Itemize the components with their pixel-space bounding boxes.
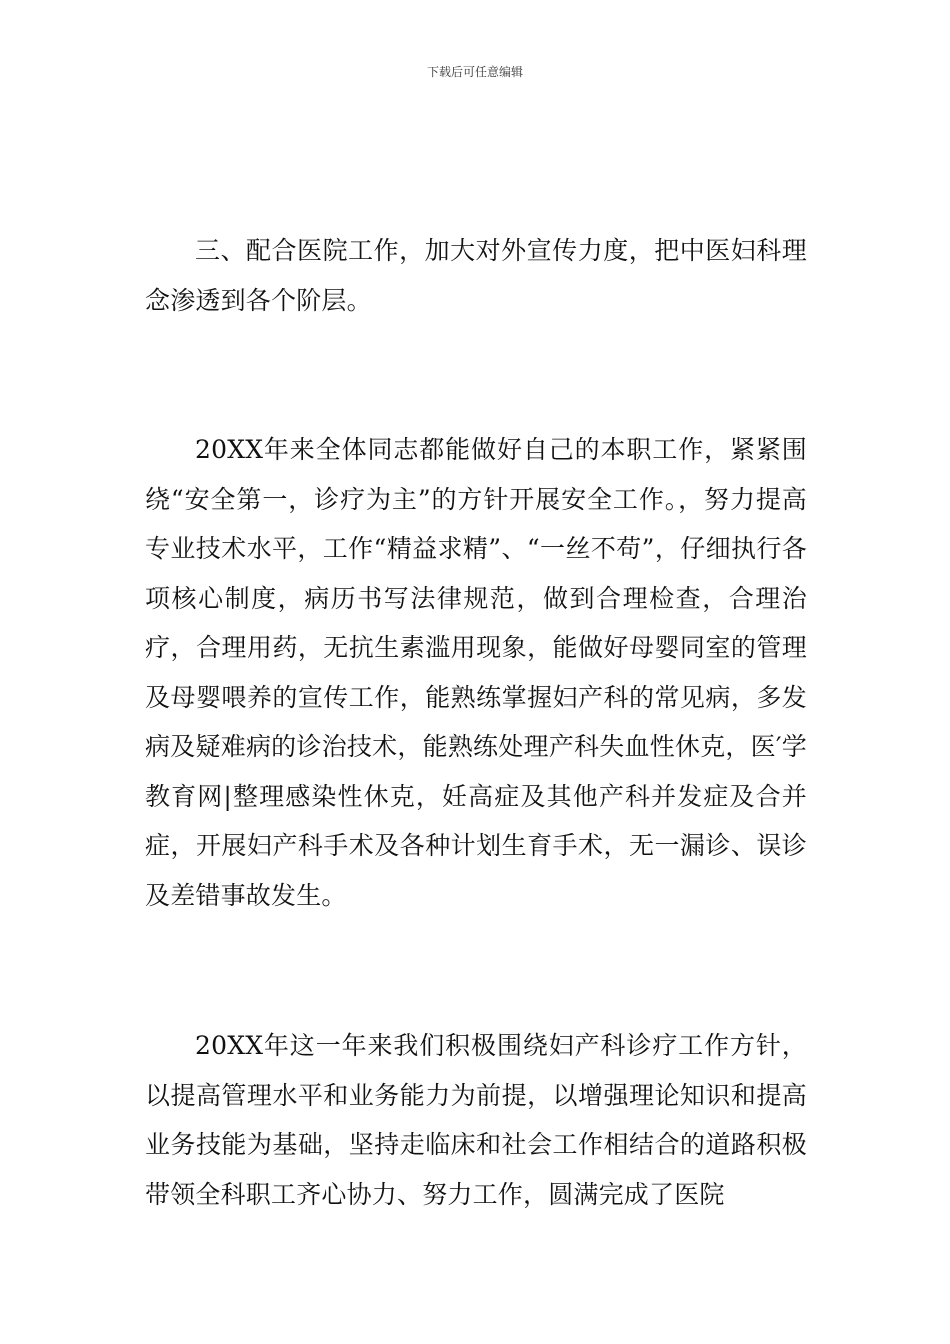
paragraph-work-summary: 20XX年来全体同志都能做好自己的本职工作，紧紧围绕“安全第一，诊疗为主”的方针开展安全工作。，努力提高专业技术水平，工作“精益求精”、“一丝不苟”，仔细执行各项核心制度，病历书写法律规范，做到合理检查，合理治疗，合理用药，无抗生素滥用现象，能做好母婴同室的管理及母婴喂养的宣传工作，能熟练掌握妇产科的常见病，多发病及疑难病的诊治技术，能熟练处理产科失血性休克，医′学教育网|整理感染性休克，妊高症及其他产科并发症及合并症，开展妇产科手术及各种计划生育手术，无一漏诊、误诊及差错事故发生。 — [145, 435, 807, 910]
paragraph-annual-review: 20XX年这一年来我们积极围绕妇产科诊疗工作方针，以提高管理水平和业务能力为前提，以增强理论知识和提高业务技能为基础，坚持走临床和社会工作相结合的道路积极带领全科职工齐心协力、努力工作，圆满完成了医院 — [145, 1031, 807, 1209]
editable-header-note: 下载后可任意编辑 — [426, 65, 523, 79]
paragraph-publicity: 三、配合医院工作，加大对外宣传力度，把中医妇科理念渗透到各个阶层。 — [145, 236, 807, 315]
